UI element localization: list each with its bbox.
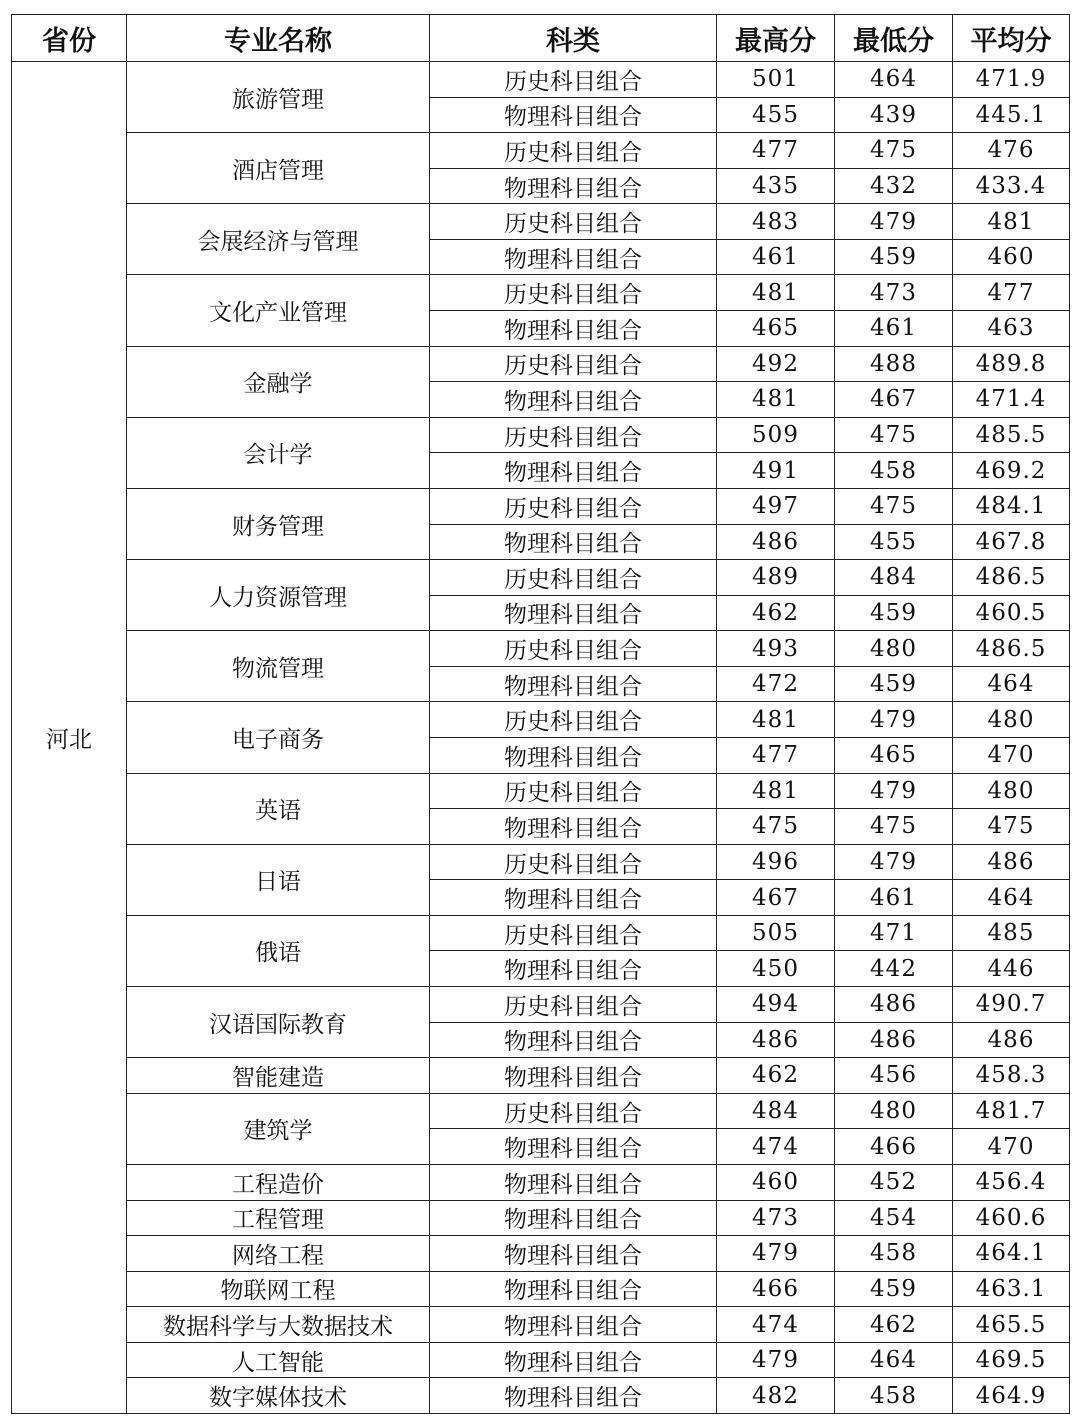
avg-score-cell: 476	[953, 133, 1070, 169]
max-score-cell: 486	[717, 524, 835, 560]
max-score-cell: 483	[717, 204, 835, 240]
category-cell: 历史科目组合	[430, 417, 717, 453]
category-cell: 历史科目组合	[430, 488, 717, 524]
major-name-cell: 建筑学	[127, 1093, 430, 1164]
category-cell: 物理科目组合	[430, 1058, 717, 1094]
avg-score-cell: 463	[953, 311, 1070, 347]
max-score-cell: 465	[717, 311, 835, 347]
category-cell: 物理科目组合	[430, 524, 717, 560]
table-row	[12, 1271, 1070, 1307]
max-score-cell: 461	[717, 239, 835, 275]
category-cell: 物理科目组合	[430, 1022, 717, 1058]
category-cell: 物理科目组合	[430, 168, 717, 204]
avg-score-cell: 484.1	[953, 488, 1070, 524]
max-score-cell: 477	[717, 133, 835, 169]
min-score-cell: 459	[835, 595, 953, 631]
header-category: 科类	[430, 15, 717, 62]
table-row	[12, 1200, 1070, 1236]
header-avg-score: 平均分	[953, 15, 1070, 62]
avg-score-cell: 445.1	[953, 97, 1070, 133]
max-score-cell: 479	[717, 1236, 835, 1272]
min-score-cell: 458	[835, 1378, 953, 1414]
min-score-cell: 486	[835, 987, 953, 1023]
max-score-cell: 505	[717, 915, 835, 951]
max-score-cell: 467	[717, 880, 835, 916]
max-score-cell: 455	[717, 97, 835, 133]
avg-score-cell: 486	[953, 844, 1070, 880]
avg-score-cell: 470	[953, 737, 1070, 773]
min-score-cell: 459	[835, 1271, 953, 1307]
category-cell: 历史科目组合	[430, 346, 717, 382]
avg-score-cell: 464	[953, 666, 1070, 702]
avg-score-cell: 486.5	[953, 631, 1070, 667]
avg-score-cell: 460.6	[953, 1200, 1070, 1236]
max-score-cell: 489	[717, 560, 835, 596]
min-score-cell: 456	[835, 1058, 953, 1094]
min-score-cell: 439	[835, 97, 953, 133]
min-score-cell: 488	[835, 346, 953, 382]
category-cell: 物理科目组合	[430, 666, 717, 702]
min-score-cell: 467	[835, 382, 953, 418]
table-row	[12, 133, 1070, 169]
min-score-cell: 473	[835, 275, 953, 311]
min-score-cell: 480	[835, 631, 953, 667]
max-score-cell: 460	[717, 1164, 835, 1200]
avg-score-cell: 481.7	[953, 1093, 1070, 1129]
table-body	[12, 62, 1070, 1414]
max-score-cell: 496	[717, 844, 835, 880]
category-cell: 物理科目组合	[430, 951, 717, 987]
major-name-cell: 日语	[127, 844, 430, 915]
category-cell: 历史科目组合	[430, 1093, 717, 1129]
min-score-cell: 475	[835, 809, 953, 845]
table-row	[12, 560, 1070, 596]
avg-score-cell: 471.9	[953, 62, 1070, 98]
category-cell: 物理科目组合	[430, 1307, 717, 1343]
max-score-cell: 509	[717, 417, 835, 453]
max-score-cell: 475	[717, 809, 835, 845]
major-name-cell: 会展经济与管理	[127, 204, 430, 275]
table-row	[12, 346, 1070, 382]
min-score-cell: 442	[835, 951, 953, 987]
min-score-cell: 475	[835, 488, 953, 524]
header-province: 省份	[12, 15, 127, 62]
major-name-cell: 俄语	[127, 915, 430, 986]
avg-score-cell: 470	[953, 1129, 1070, 1165]
category-cell: 物理科目组合	[430, 1164, 717, 1200]
min-score-cell: 459	[835, 666, 953, 702]
min-score-cell: 455	[835, 524, 953, 560]
table-row	[12, 1307, 1070, 1343]
table-row	[12, 702, 1070, 738]
table-row	[12, 62, 1070, 98]
avg-score-cell: 486	[953, 1022, 1070, 1058]
min-score-cell: 479	[835, 702, 953, 738]
min-score-cell: 484	[835, 560, 953, 596]
category-cell: 物理科目组合	[430, 595, 717, 631]
category-cell: 历史科目组合	[430, 915, 717, 951]
category-cell: 历史科目组合	[430, 987, 717, 1023]
min-score-cell: 459	[835, 239, 953, 275]
admission-score-table	[11, 14, 1070, 1414]
max-score-cell: 481	[717, 702, 835, 738]
avg-score-cell: 471.4	[953, 382, 1070, 418]
header-row	[12, 15, 1070, 62]
min-score-cell: 432	[835, 168, 953, 204]
category-cell: 物理科目组合	[430, 1200, 717, 1236]
avg-score-cell: 477	[953, 275, 1070, 311]
table-row	[12, 987, 1070, 1023]
table-row	[12, 844, 1070, 880]
min-score-cell: 458	[835, 453, 953, 489]
avg-score-cell: 456.4	[953, 1164, 1070, 1200]
major-name-cell: 物流管理	[127, 631, 430, 702]
major-name-cell: 酒店管理	[127, 133, 430, 204]
min-score-cell: 475	[835, 417, 953, 453]
table-row	[12, 1164, 1070, 1200]
min-score-cell: 454	[835, 1200, 953, 1236]
category-cell: 物理科目组合	[430, 453, 717, 489]
table-row	[12, 1058, 1070, 1094]
table-row	[12, 275, 1070, 311]
min-score-cell: 458	[835, 1236, 953, 1272]
major-name-cell: 物联网工程	[127, 1271, 430, 1307]
max-score-cell: 474	[717, 1307, 835, 1343]
category-cell: 物理科目组合	[430, 1271, 717, 1307]
min-score-cell: 471	[835, 915, 953, 951]
avg-score-cell: 464	[953, 880, 1070, 916]
category-cell: 历史科目组合	[430, 702, 717, 738]
major-name-cell: 人工智能	[127, 1342, 430, 1378]
major-name-cell: 人力资源管理	[127, 560, 430, 631]
max-score-cell: 486	[717, 1022, 835, 1058]
min-score-cell: 475	[835, 133, 953, 169]
category-cell: 历史科目组合	[430, 62, 717, 98]
category-cell: 历史科目组合	[430, 204, 717, 240]
major-name-cell: 会计学	[127, 417, 430, 488]
avg-score-cell: 485	[953, 915, 1070, 951]
header-major: 专业名称	[127, 15, 430, 62]
avg-score-cell: 475	[953, 809, 1070, 845]
max-score-cell: 493	[717, 631, 835, 667]
category-cell: 物理科目组合	[430, 311, 717, 347]
max-score-cell: 494	[717, 987, 835, 1023]
max-score-cell: 479	[717, 1342, 835, 1378]
avg-score-cell: 463.1	[953, 1271, 1070, 1307]
max-score-cell: 477	[717, 737, 835, 773]
avg-score-cell: 469.5	[953, 1342, 1070, 1378]
major-name-cell: 智能建造	[127, 1058, 430, 1094]
min-score-cell: 465	[835, 737, 953, 773]
category-cell: 物理科目组合	[430, 97, 717, 133]
min-score-cell: 462	[835, 1307, 953, 1343]
min-score-cell: 464	[835, 1342, 953, 1378]
major-name-cell: 工程造价	[127, 1164, 430, 1200]
table-row	[12, 1342, 1070, 1378]
min-score-cell: 461	[835, 880, 953, 916]
table-row	[12, 915, 1070, 951]
major-name-cell: 工程管理	[127, 1200, 430, 1236]
category-cell: 物理科目组合	[430, 382, 717, 418]
max-score-cell: 497	[717, 488, 835, 524]
avg-score-cell: 480	[953, 773, 1070, 809]
avg-score-cell: 489.8	[953, 346, 1070, 382]
avg-score-cell: 481	[953, 204, 1070, 240]
header-max-score: 最高分	[717, 15, 835, 62]
max-score-cell: 484	[717, 1093, 835, 1129]
major-name-cell: 英语	[127, 773, 430, 844]
major-name-cell: 数字媒体技术	[127, 1378, 430, 1414]
min-score-cell: 461	[835, 311, 953, 347]
major-name-cell: 旅游管理	[127, 62, 430, 133]
category-cell: 历史科目组合	[430, 844, 717, 880]
table-row	[12, 773, 1070, 809]
max-score-cell: 481	[717, 773, 835, 809]
avg-score-cell: 486.5	[953, 560, 1070, 596]
category-cell: 物理科目组合	[430, 1236, 717, 1272]
max-score-cell: 491	[717, 453, 835, 489]
avg-score-cell: 433.4	[953, 168, 1070, 204]
max-score-cell: 472	[717, 666, 835, 702]
max-score-cell: 435	[717, 168, 835, 204]
major-name-cell: 数据科学与大数据技术	[127, 1307, 430, 1343]
category-cell: 历史科目组合	[430, 275, 717, 311]
header-min-score: 最低分	[835, 15, 953, 62]
max-score-cell: 466	[717, 1271, 835, 1307]
avg-score-cell: 465.5	[953, 1307, 1070, 1343]
table-row	[12, 204, 1070, 240]
avg-score-cell: 469.2	[953, 453, 1070, 489]
category-cell: 物理科目组合	[430, 880, 717, 916]
major-name-cell: 电子商务	[127, 702, 430, 773]
category-cell: 物理科目组合	[430, 1342, 717, 1378]
avg-score-cell: 480	[953, 702, 1070, 738]
max-score-cell: 492	[717, 346, 835, 382]
category-cell: 物理科目组合	[430, 239, 717, 275]
table-row	[12, 1378, 1070, 1414]
max-score-cell: 481	[717, 382, 835, 418]
table-row	[12, 1093, 1070, 1129]
max-score-cell: 473	[717, 1200, 835, 1236]
category-cell: 物理科目组合	[430, 737, 717, 773]
table-row	[12, 1236, 1070, 1272]
min-score-cell: 479	[835, 773, 953, 809]
avg-score-cell: 460.5	[953, 595, 1070, 631]
avg-score-cell: 464.1	[953, 1236, 1070, 1272]
category-cell: 物理科目组合	[430, 1129, 717, 1165]
category-cell: 历史科目组合	[430, 560, 717, 596]
major-name-cell: 汉语国际教育	[127, 987, 430, 1058]
max-score-cell: 474	[717, 1129, 835, 1165]
avg-score-cell: 490.7	[953, 987, 1070, 1023]
min-score-cell: 464	[835, 62, 953, 98]
max-score-cell: 501	[717, 62, 835, 98]
avg-score-cell: 467.8	[953, 524, 1070, 560]
min-score-cell: 479	[835, 844, 953, 880]
max-score-cell: 462	[717, 595, 835, 631]
category-cell: 物理科目组合	[430, 1378, 717, 1414]
avg-score-cell: 460	[953, 239, 1070, 275]
avg-score-cell: 485.5	[953, 417, 1070, 453]
table-row	[12, 631, 1070, 667]
province-cell: 河北	[12, 62, 127, 1414]
max-score-cell: 462	[717, 1058, 835, 1094]
min-score-cell: 452	[835, 1164, 953, 1200]
min-score-cell: 486	[835, 1022, 953, 1058]
max-score-cell: 481	[717, 275, 835, 311]
avg-score-cell: 464.9	[953, 1378, 1070, 1414]
major-name-cell: 网络工程	[127, 1236, 430, 1272]
category-cell: 历史科目组合	[430, 133, 717, 169]
avg-score-cell: 446	[953, 951, 1070, 987]
table-row	[12, 417, 1070, 453]
major-name-cell: 文化产业管理	[127, 275, 430, 346]
min-score-cell: 466	[835, 1129, 953, 1165]
avg-score-cell: 458.3	[953, 1058, 1070, 1094]
table-row	[12, 488, 1070, 524]
major-name-cell: 财务管理	[127, 488, 430, 559]
category-cell: 历史科目组合	[430, 631, 717, 667]
category-cell: 历史科目组合	[430, 773, 717, 809]
max-score-cell: 450	[717, 951, 835, 987]
max-score-cell: 482	[717, 1378, 835, 1414]
category-cell: 物理科目组合	[430, 809, 717, 845]
min-score-cell: 479	[835, 204, 953, 240]
major-name-cell: 金融学	[127, 346, 430, 417]
min-score-cell: 480	[835, 1093, 953, 1129]
